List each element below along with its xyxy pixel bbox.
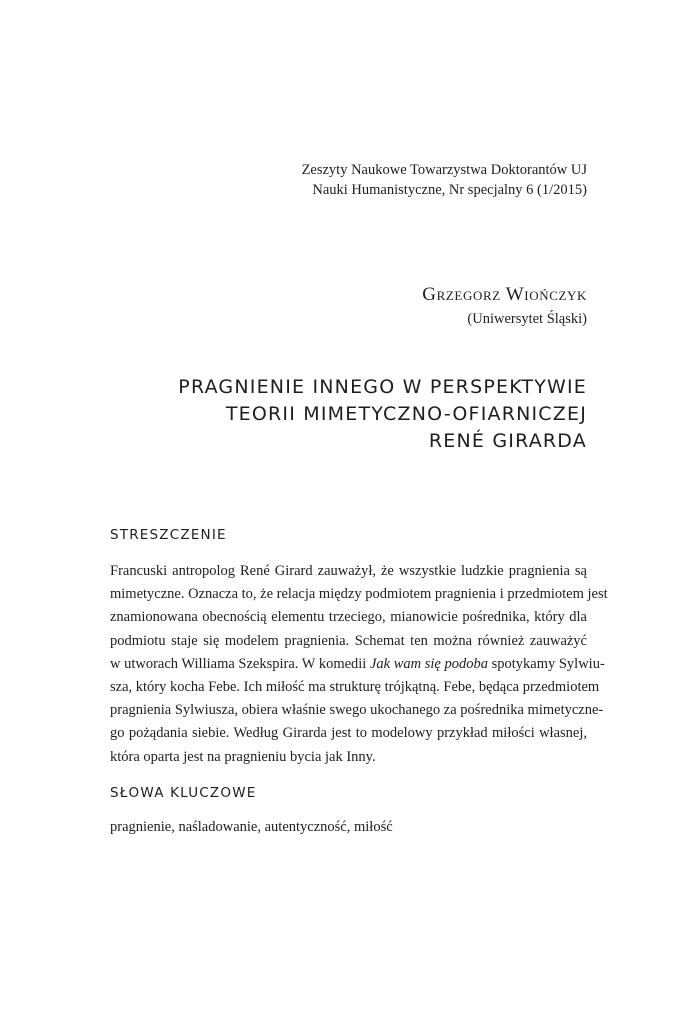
work-title: Jak wam się podoba	[369, 655, 488, 672]
article-title-line: PRAGNIENIE INNEGO W PERSPEKTYWIE	[178, 376, 587, 398]
article-title	[107, 374, 587, 455]
article-title-line: TEORII MIMETYCZNO-OFIARNICZEJ	[225, 403, 587, 425]
abstract-line: Francuski antropolog René Girard zauważył, że wszystkie ludzkie pragnienia są	[110, 563, 587, 579]
abstract-line: mimetyczne. Oznacza to, że relacja między podmiotem pragnienia i przedmiotem jest	[110, 586, 608, 603]
keywords-text: pragnienie, naśladowanie, autentyczność, miłość	[110, 819, 393, 835]
author-name: Grzegorz Wiończyk	[422, 284, 587, 305]
abstract-line: znamionowana obecnością elementu trzeciego, mianowicie pośrednika, który dla	[110, 609, 587, 626]
abstract-line: podmiotu staje się modelem pragnienia. Schemat ten można również zauważyć	[110, 632, 587, 649]
abstract-line: która oparta jest na pragnieniu bycia jak Inny.	[110, 748, 376, 765]
keywords-heading: SŁOWA KLUCZOWE	[110, 785, 257, 801]
abstract-heading: STRESZCZENIE	[110, 527, 227, 543]
abstract-line: sza, który kocha Febe. Ich miłość ma strukturę trójkątną. Febe, będąca przedmiotem	[110, 679, 600, 696]
abstract-text	[110, 560, 608, 769]
abstract-line: go pożądania siebie. Według Girarda jest to modelowy przykład miłości własnej,	[110, 725, 587, 742]
author-block	[422, 283, 587, 329]
journal-name: Zeszyty Naukowe Towarzystwa Doktorantów UJ	[301, 162, 587, 178]
journal-issue: Nauki Humanistyczne, Nr specjalny 6 (1/2015)	[312, 182, 587, 198]
abstract-line: pragnienia Sylwiusza, obiera właśnie swego ukochanego za pośrednika mimetyczne-	[110, 702, 604, 719]
abstract-fragment: w utworach Williama Szekspira. W komedii	[110, 655, 367, 672]
author-affiliation: (Uniwersytet Śląski)	[467, 311, 587, 327]
abstract-fragment: spotykamy Sylwiu-	[491, 655, 605, 672]
journal-header	[302, 160, 587, 200]
abstract-line	[110, 653, 605, 676]
article-title-line: RENÉ GIRARDA	[428, 430, 587, 452]
